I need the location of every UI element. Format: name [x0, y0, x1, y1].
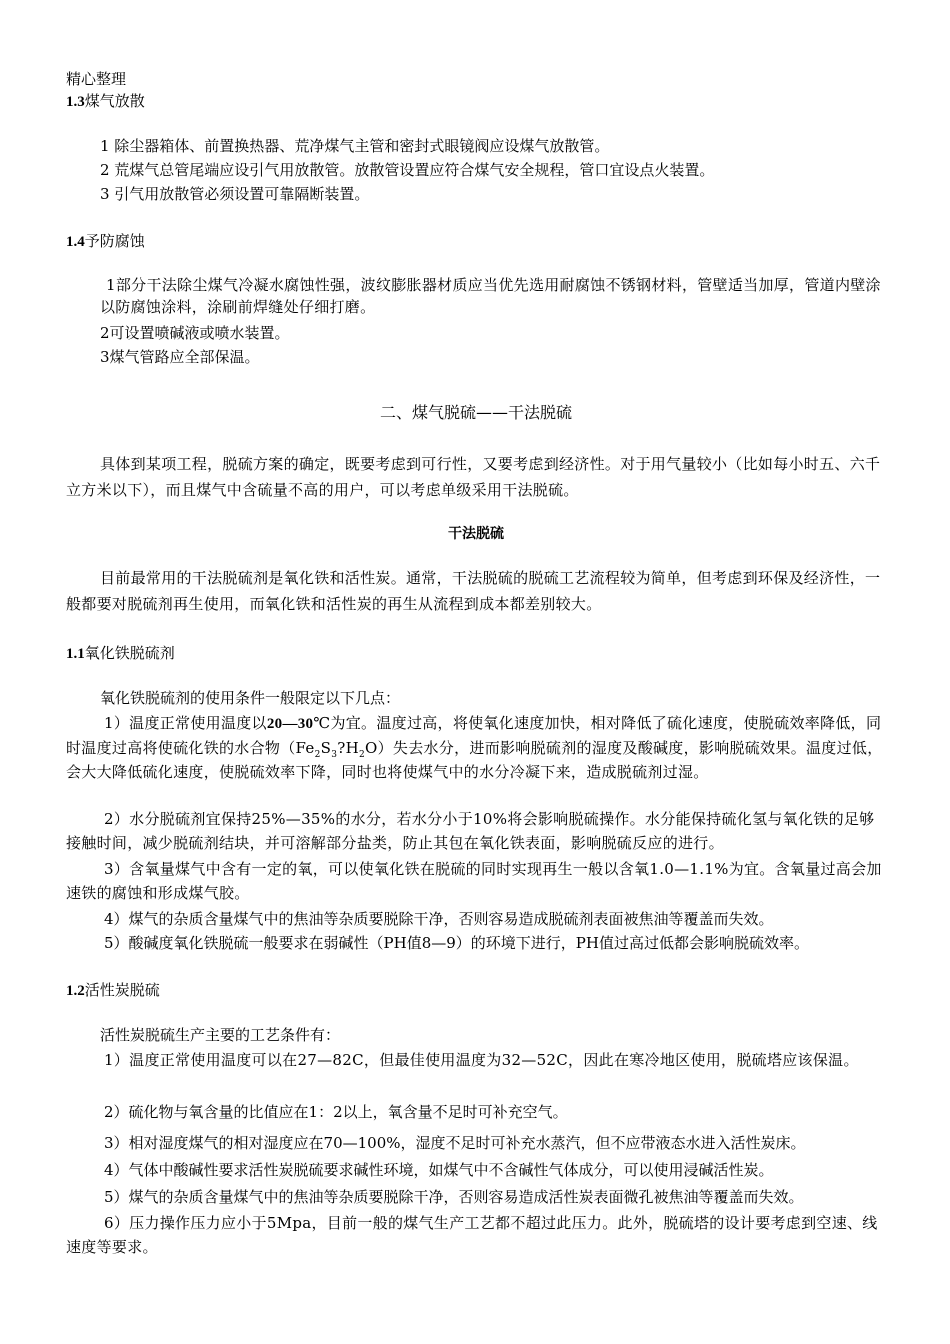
paragraph-pressure: 6）压力操作压力应小于5Mpa，目前一般的煤气生产工艺都不超过此压力。此外，脱硫塔的设计要考虑到空速、线速度等要求。: [66, 1214, 878, 1256]
chapter-title: 二、煤气脱硫——干法脱硫: [379, 403, 572, 422]
list-item: 3 引气用放散管必须设置可靠隔断装置。: [100, 185, 370, 203]
paragraph-temperature: [66, 711, 886, 784]
value-text: 20—30: [266, 716, 314, 732]
section-1-2-heading: [66, 979, 160, 1002]
section-1-1-heading: [66, 642, 175, 665]
paragraph-alkalinity: 4）气体中酸碱性要求活性炭脱硫要求碱性环境，如煤气中不含碱性气体成分，可以使用浸碱活性炭。: [104, 1161, 774, 1179]
subsection-title: 干法脱硫: [448, 526, 504, 542]
paragraph-temperature: 1）温度正常使用温度可以在27—82C，但最佳使用温度为32—52C，因此在寒冷地区使用，脱硫塔应该保温。: [104, 1051, 859, 1069]
list-item: 2 荒煤气总管尾端应设引气用放散管。放散管设置应符合煤气安全规程，管口宜设点火装置。: [100, 161, 715, 179]
section-title: 予防腐蚀: [84, 232, 145, 250]
section-number: 1.2: [66, 983, 85, 999]
formula-text: $Fe_2S_3?H_2O$: [295, 739, 378, 760]
section-title: 煤气放散: [84, 92, 145, 110]
paragraph-ph: 5）酸碱度氧化铁脱硫一般要求在弱碱性（PH值8—9）的环境下进行，PH值过高过低都会影响脱硫效率。: [104, 934, 809, 952]
text-span: 1）温度正常使用温度以: [104, 714, 267, 732]
list-item: 3煤气管路应全部保温。: [100, 348, 260, 366]
text-span: ℃为宜。温度过高，将使氧化速度加快，相对降低了硫化速度，使脱硫效率降低，同时温度过高将使硫化铁的水合物（: [66, 714, 882, 757]
section-number: 1.3: [66, 94, 85, 110]
section-title: 氧化铁脱硫剂: [84, 644, 175, 662]
intro-paragraph: 具体到某项工程，脱硫方案的确定，既要考虑到可行性，又要考虑到经济性。对于用气量较小（比如每小时五、六千立方米以下），而且煤气中含硫量不高的用户，可以考虑单级采用干法脱硫。: [66, 455, 881, 499]
paragraph-oxygen: 3）含氧量煤气中含有一定的氧，可以使氧化铁在脱硫的同时实现再生一般以含氧1.0—1.1%为宜。含氧量过高会加速铁的腐蚀和形成煤气胶。: [66, 860, 882, 902]
paragraph-moisture: 2）水分脱硫剂宜保持25%—35%的水分，若水分小于10%将会影响脱硫操作。水分能保持硫化氢与氧化铁的足够接触时间，减少脱硫剂结块，并可溶解部分盐类，防止其包在氧化铁表面，影响脱硫反应的进行。: [66, 810, 875, 852]
dry-intro-paragraph: 目前最常用的干法脱硫剂是氧化铁和活性炭。通常，干法脱硫的脱硫工艺流程较为简单，但考虑到环保及经济性，一般都要对脱硫剂再生使用，而氧化铁和活性炭的再生从流程到成本都差别较大。: [66, 569, 881, 613]
paragraph-humidity: 3）相对湿度煤气的相对湿度应在70—100%，湿度不足时可补充水蒸汽，但不应带液态水进入活性炭床。: [104, 1134, 806, 1152]
paragraph-ratio: 2）硫化物与氧含量的比值应在1：2以上，氧含量不足时可补充空气。: [104, 1103, 568, 1121]
header-text: 精心整理: [66, 70, 127, 88]
list-item: 1部分干法除尘煤气冷凝水腐蚀性强，波纹膨胀器材质应当优先选用耐腐蚀不锈钢材料，管壁适当加厚，管道内壁涂以防腐蚀涂料，涂刷前焊缝处仔细打磨。: [100, 276, 881, 316]
section-number: 1.1: [66, 646, 85, 662]
section-1-4-heading: [66, 230, 145, 253]
section-1-3-heading: [66, 90, 145, 113]
list-item: 2可设置喷碱液或喷水装置。: [100, 324, 290, 342]
lead-text: 氧化铁脱硫剂的使用条件一般限定以下几点：: [100, 689, 401, 707]
list-item: 1 除尘器箱体、前置换热器、荒净煤气主管和密封式眼镜阀应设煤气放散管。: [100, 137, 610, 155]
text-span: ）失去水分，进而影响脱硫剂的湿度及酸碱度，影响脱硫效果。温度过低，会大大降低硫化速度，使脱硫效率下降，同时也将使煤气中的水分冷凝下来，造成脱硫剂过湿。: [66, 739, 883, 781]
lead-text: 活性炭脱硫生产主要的工艺条件有：: [100, 1026, 341, 1044]
paragraph-impurity: 4）煤气的杂质含量煤气中的焦油等杂质要脱除干净，否则容易造成脱硫剂表面被焦油等覆盖而失效。: [104, 910, 774, 928]
section-title: 活性炭脱硫: [84, 981, 160, 999]
paragraph-impurity: 5）煤气的杂质含量煤气中的焦油等杂质要脱除干净，否则容易造成活性炭表面微孔被焦油等覆盖而失效。: [104, 1188, 804, 1206]
section-number: 1.4: [66, 234, 85, 250]
